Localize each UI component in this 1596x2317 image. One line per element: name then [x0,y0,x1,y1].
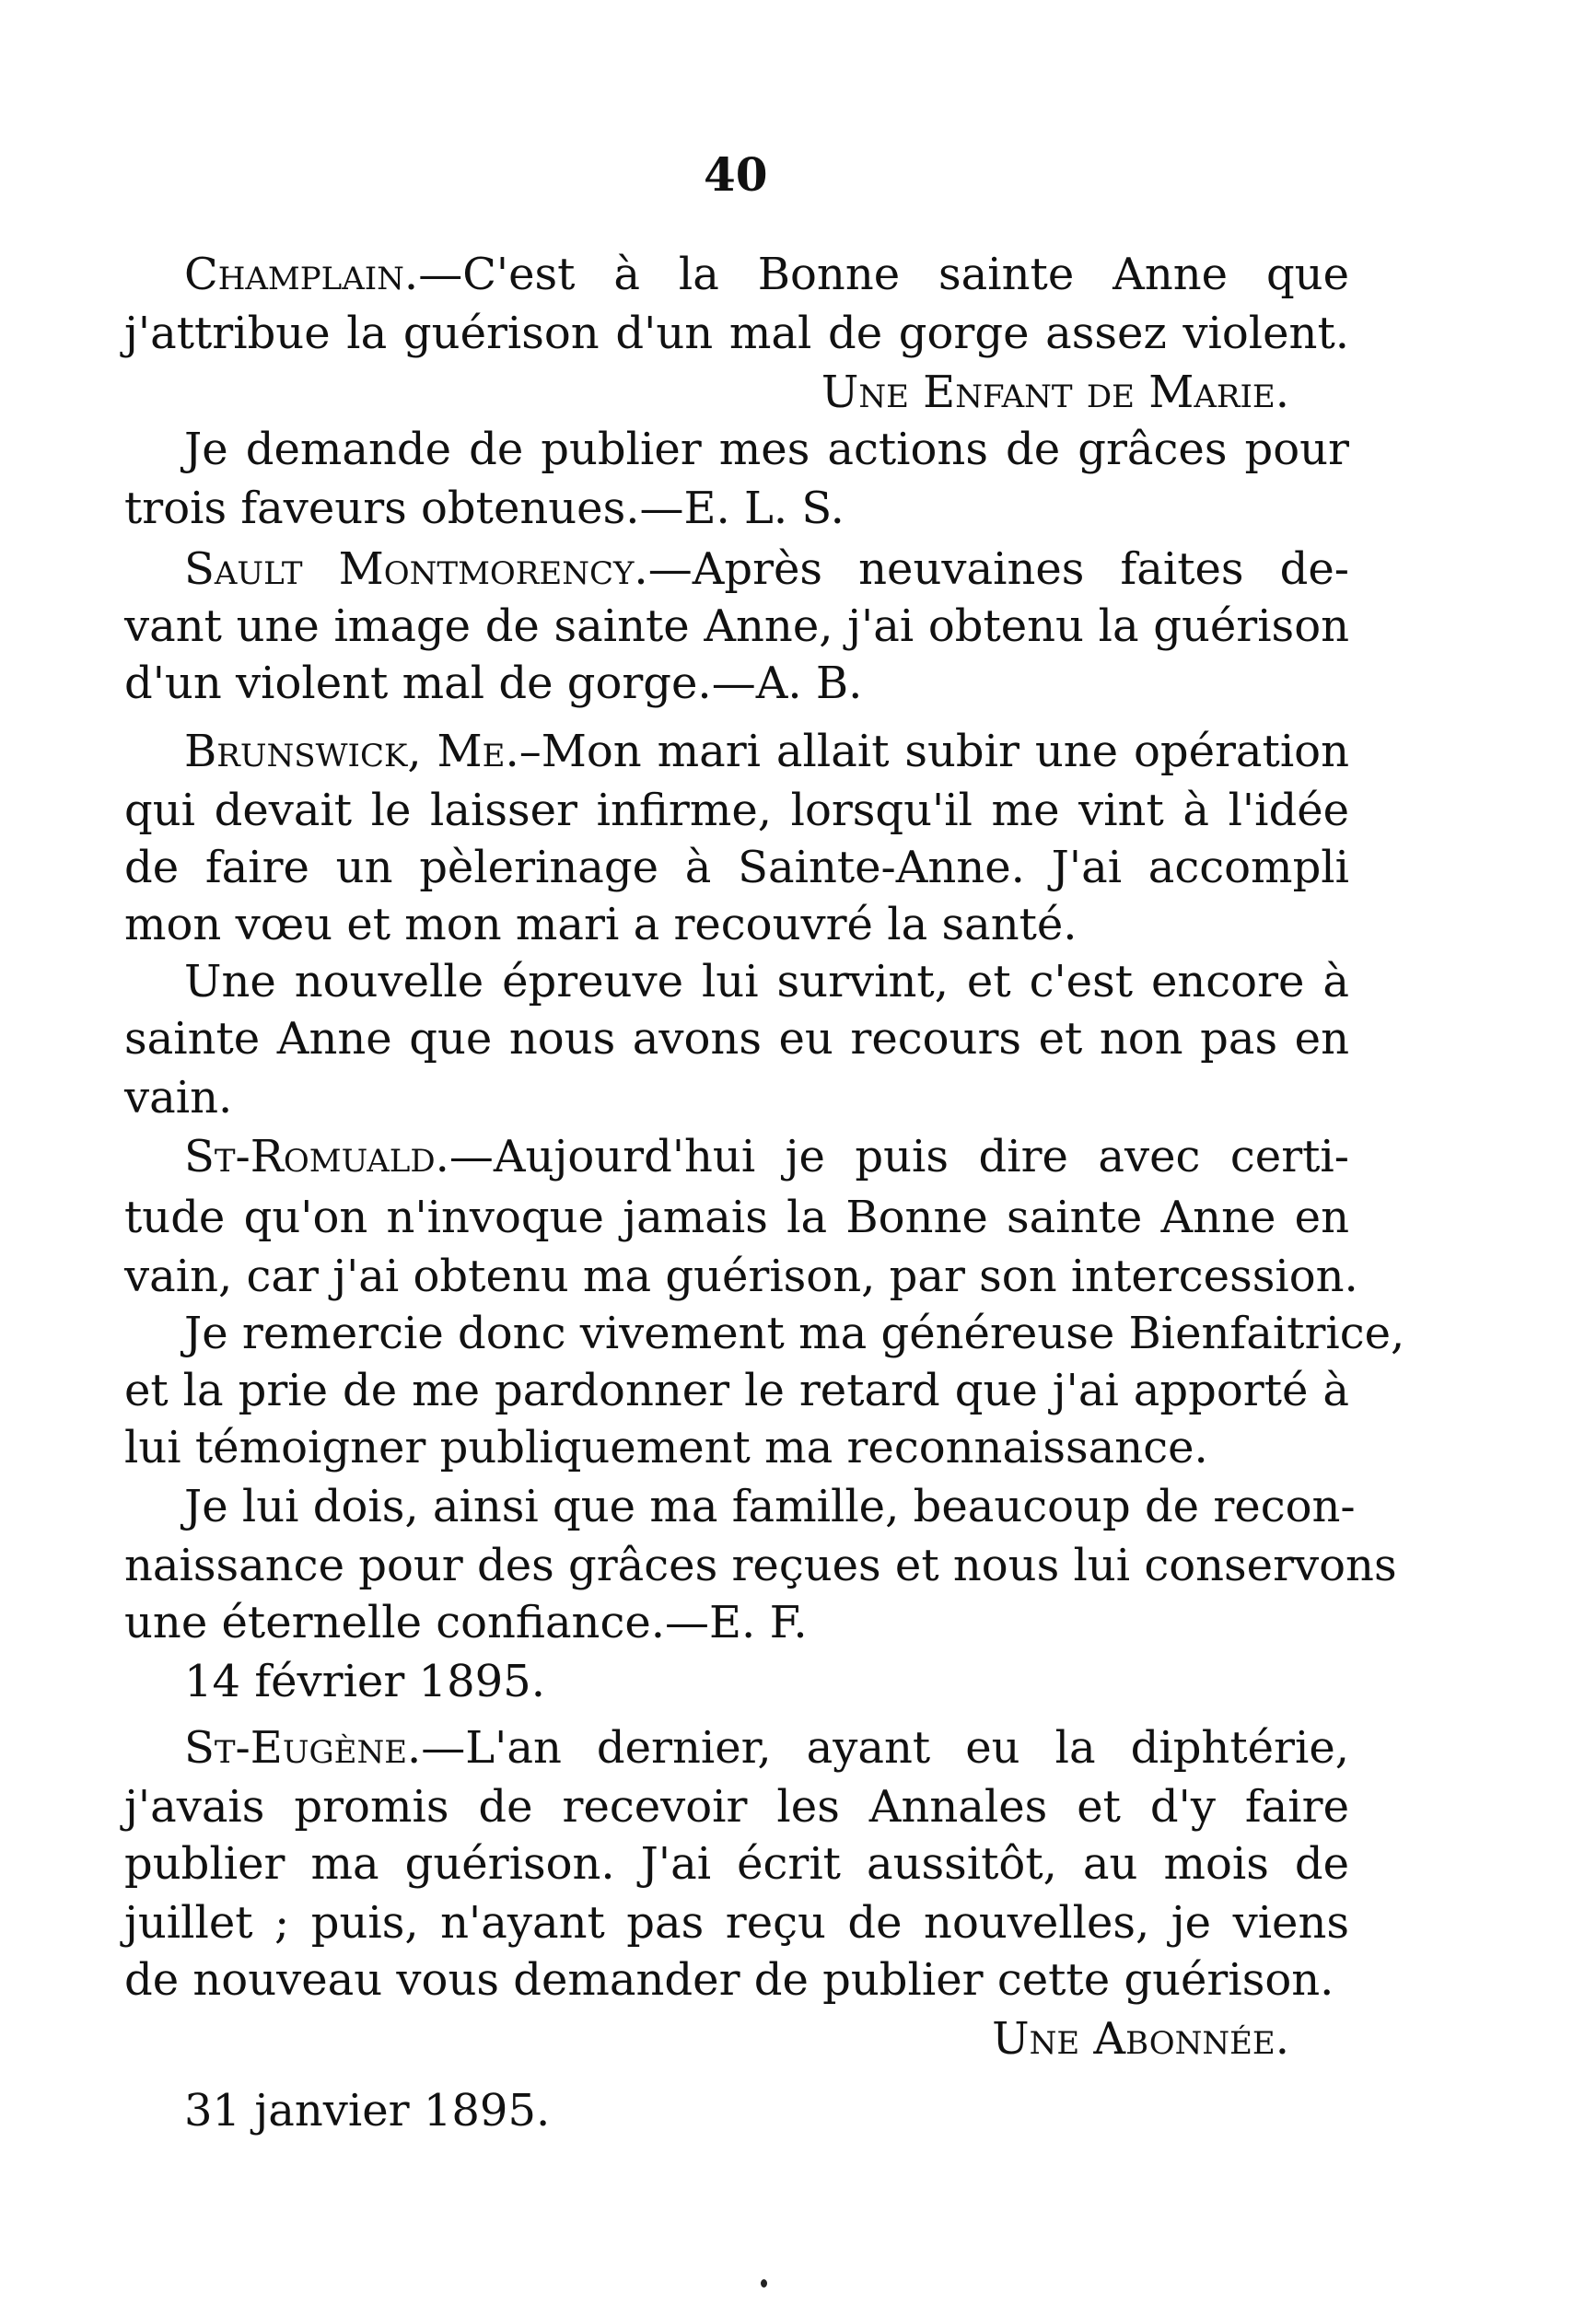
text-line: naissance pour des grâces reçues et nous lui conservons [124,1540,1397,1591]
text-line: juillet ; puis, n'ayant pas reçu de nouvelles, je viens [124,1897,1349,1949]
place-name: Champlain. [184,249,419,300]
text-line: j'attribue la guérison d'un mal de gorge assez violent. [124,308,1349,359]
place-name: St-Eugène. [184,1722,422,1774]
text-line: mon vœu et mon mari a recouvré la santé. [124,899,1078,950]
text-line [184,541,1349,597]
text-line: une éternelle confiance.—E. F. [124,1597,808,1648]
text-run: —Aujourd'hui je puis dire avec certi- [449,1131,1349,1182]
text-line [184,1129,1349,1184]
text-line: Une nouvelle épreuve lui survint, et c'est encore à [184,956,1349,1007]
text-line: Je remercie donc vivement ma généreuse Bienfaitrice, [184,1308,1405,1359]
text-run: —C'est à la Bonne sainte Anne que [418,249,1349,300]
text-line: Je lui dois, ainsi que ma famille, beaucoup de recon- [184,1481,1356,1532]
text-run: —Après neuvaines faites de- [647,543,1349,595]
text-line: publier ma guérison. J'ai écrit aussitôt, au mois de [124,1838,1349,1890]
text-line [184,724,1349,779]
letter-date: 31 janvier 1895. [184,2085,551,2137]
text-line [184,1720,1349,1776]
text-line [184,247,1349,302]
text-line: qui devait le laisser infirme, lorsqu'il me vint à l'idée [124,785,1349,836]
text-line: de faire un pèlerinage à Sainte-Anne. J'ai accompli [124,842,1349,893]
text-line: de nouveau vous demander de publier cette guérison. [124,1954,1334,2006]
text-line: tude qu'on n'invoque jamais la Bonne sainte Anne en [124,1192,1349,1243]
text-line: Je demande de publier mes actions de grâces pour [184,424,1349,475]
text-line: lui témoigner publiquement ma reconnaissance. [124,1422,1208,1473]
letter-date: 14 février 1895. [184,1656,545,1707]
place-name: Brunswick, Me. [184,726,519,777]
place-name: St-Romuald. [184,1131,449,1182]
text-run: –Mon mari allait subir une opération [518,726,1349,777]
text-line: vain. [124,1072,233,1124]
text-line: j'avais promis de recevoir les Annales et d'y faire [124,1781,1349,1833]
printer-dot [761,2279,767,2288]
text-line: sainte Anne que nous avons eu recours et non pas en [124,1013,1349,1065]
place-name: Sault Montmorency. [184,543,648,595]
text-line: d'un violent mal de gorge.—A. B. [124,658,863,709]
text-line: vain, car j'ai obtenu ma guérison, par son intercession. [124,1251,1358,1302]
text-run: —L'an dernier, ayant eu la diphtérie, [421,1722,1349,1774]
signature: Une Enfant de Marie. [821,367,1289,418]
signature: Une Abonnée. [992,2013,1289,2065]
text-line: vant une image de sainte Anne, j'ai obtenu la guérison [124,600,1349,652]
page-number: 40 [704,147,768,202]
text-line: trois faveurs obtenues.—E. L. S. [124,483,845,534]
text-line: et la prie de me pardonner le retard que j'ai apporté à [124,1365,1349,1416]
